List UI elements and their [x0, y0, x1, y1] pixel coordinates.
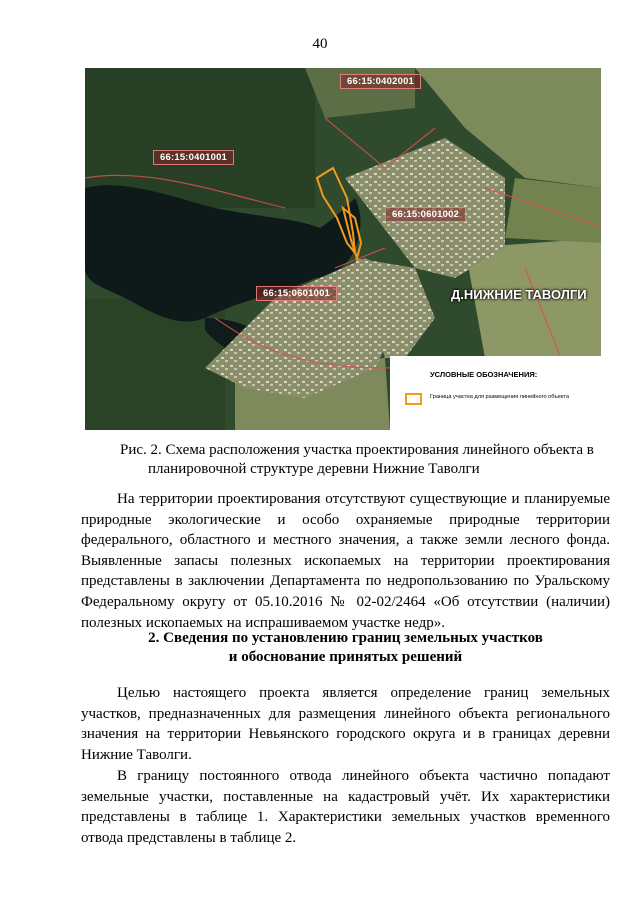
- paragraph: На территории проектирования отсутствуют существующие и планируемые природные экологические и особо охраняемые природные территории федерального, областного и местного значения, а также земли лесного фонда. Выявленные запасы полезных ископаемых на территории проектирования представлены в заключении Департамента по недропользованию по Уральскому Федеральному округу от 05.10.2016 № 02-02/2464 «Об отсутствии (наличии) полезных ископаемых на испрашиваемом участке недр».: [81, 491, 610, 631]
- parcel-label: 66:15:0601002: [385, 207, 466, 222]
- caption-line: планировочной структуре деревни Нижние Таволги: [148, 461, 480, 477]
- paragraph: Целью настоящего проекта является определение границ земельных участков, предназначенных для размещения линейного объекта регионального значения на территории Невьянского городского округа и в границах деревни Нижние Таволги.: [81, 685, 610, 763]
- legend-swatch: [405, 393, 422, 405]
- parcel-label: 66:15:0601001: [256, 286, 337, 301]
- heading-line: и обоснование принятых решений: [228, 649, 463, 665]
- paragraph: В границу постоянного отвода линейного объекта частично попадают земельные участки, поставленные на кадастровый учёт. Их характеристики представлены в таблице 1. Характеристики земельных участков временного отвода представлены в таблице 2.: [81, 768, 610, 846]
- legend-title: УСЛОВНЫЕ ОБОЗНАЧЕНИЯ:: [430, 370, 538, 379]
- map-legend: [390, 356, 601, 430]
- heading-line: 2. Сведения по установлению границ земельных участков: [148, 630, 543, 646]
- figure-caption: [120, 441, 600, 479]
- parcel-label: 66:15:0402001: [340, 74, 421, 89]
- village-label: Д.НИЖНИЕ ТАВОЛГИ: [451, 287, 587, 302]
- section-heading: [81, 629, 610, 667]
- legend-item: Граница участка для размещения линейного объекта: [430, 394, 570, 400]
- parcel-label: 66:15:0401001: [153, 150, 234, 165]
- satellite-map: [85, 68, 601, 430]
- caption-line: Рис. 2. Схема расположения участка проектирования линейного объекта в: [120, 442, 594, 458]
- page-number: 40: [312, 36, 328, 52]
